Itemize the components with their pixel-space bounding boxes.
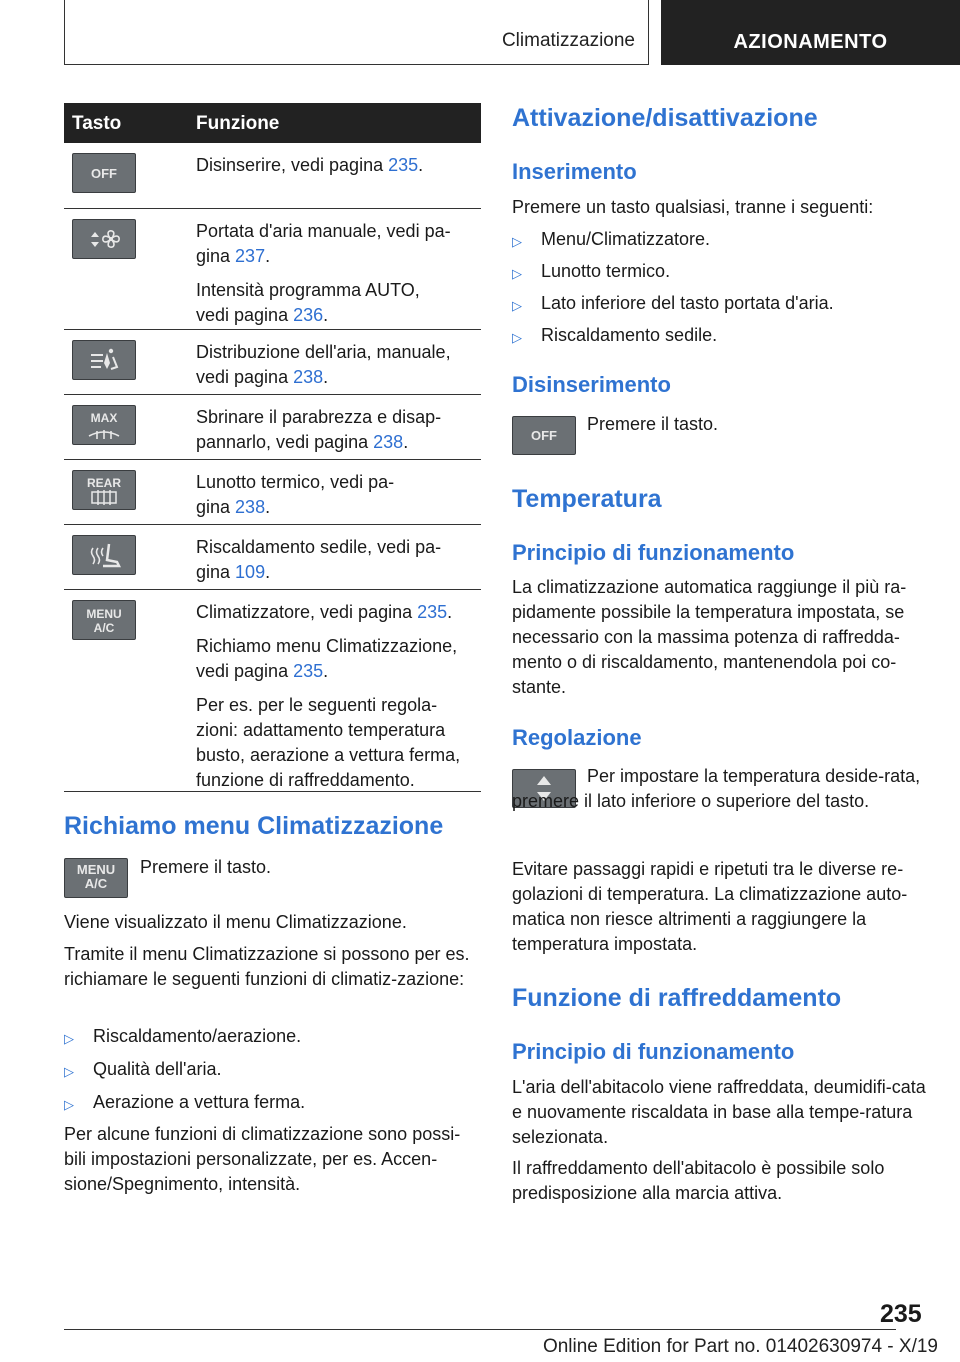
p-personal: Per alcune funzioni di climatizzazione sono possi-bili impostazioni personalizzate, per es. Accen-sione/Spegnimento, intensità. <box>64 1124 461 1194</box>
page-link[interactable]: 238 <box>293 367 324 387</box>
page-link[interactable]: 237 <box>235 246 266 266</box>
max-defrost-key-icon <box>72 405 136 445</box>
page-link[interactable]: 238 <box>373 432 404 452</box>
p-adjust: Per impostare la temperatura deside-rata, premere il lato inferiore o superiore del tasto. <box>512 766 921 811</box>
header-rule-left <box>64 0 65 64</box>
bullet-triangle-icon: ▷ <box>64 1031 74 1046</box>
table-row <box>64 590 481 792</box>
bullet-triangle-icon: ▷ <box>512 266 522 281</box>
fan-airflow-key-icon <box>72 219 136 259</box>
function-text: Riscaldamento sedile, vedi pa- gina 109. <box>196 537 442 582</box>
p-cool-1: L'aria dell'abitacolo viene raffreddata, deumidifi-cata e nuovamente riscaldata in base alla tempe-ratura selezionata. <box>512 1077 926 1147</box>
function-text: Disinserire, vedi pagina 235. <box>196 155 424 175</box>
seat-heating-key-icon <box>72 535 136 575</box>
table-row <box>64 143 481 209</box>
p-off: Premere il tasto. <box>587 414 719 434</box>
function-text: Intensità programma AUTO, vedi pagina 236. <box>196 280 420 325</box>
col-function-header: Funzione <box>196 113 280 134</box>
off-key-icon <box>72 153 136 193</box>
svg-text:MENU: MENU <box>86 607 122 621</box>
list-item-text: Aerazione a vettura ferma. <box>93 1092 306 1112</box>
footer-rule <box>64 1329 896 1330</box>
bullet-triangle-icon: ▷ <box>64 1097 74 1112</box>
function-description <box>196 143 481 178</box>
table-row <box>64 525 481 590</box>
table-header <box>64 103 481 143</box>
p-avoid: Evitare passaggi rapidi e ripetuti tra le diverse re-golazioni di temperatura. La climatizzazione auto-matica non riesce altrimenti a raggiungere la temperatura impostata. <box>512 859 908 954</box>
page-link[interactable]: 238 <box>235 497 266 517</box>
list-item-text: Riscaldamento/aerazione. <box>93 1026 302 1046</box>
function-text: Portata d'aria manuale, vedi pa- gina 237. <box>196 221 451 266</box>
function-text: Per es. per le seguenti regola- zioni: adattamento temperatura busto, aerazione a vettura ferma, funzione di raffreddamento. <box>196 695 461 790</box>
function-description <box>196 590 481 793</box>
footer-edition: Online Edition for Part no. 01402630974 - X/19 <box>542 1336 938 1357</box>
key-function-table <box>64 103 481 792</box>
function-description <box>196 460 481 520</box>
rear-window-heater-key-icon <box>72 470 136 510</box>
list-item-text: Lato inferiore del tasto portata d'aria. <box>541 293 834 313</box>
svg-text:A/C: A/C <box>93 621 115 635</box>
heading-principle-2: Principio di funzionamento <box>512 1039 795 1064</box>
heading-adjust: Regolazione <box>512 725 642 750</box>
function-text: Richiamo menu Climatizzazione, vedi pagina 235. <box>196 636 458 681</box>
chapter-title: Climatizzazione <box>501 30 635 51</box>
function-text: Lunotto termico, vedi pa- gina 238. <box>196 472 395 517</box>
list-item-text: Lunotto termico. <box>541 261 671 281</box>
air-distribution-key-icon <box>72 340 136 380</box>
table-row <box>64 330 481 395</box>
p-cool-2: Il raffreddamento dell'abitacolo è possibile solo predisposizione alla marcia attiva. <box>512 1158 885 1203</box>
page-link[interactable]: 235 <box>388 155 419 175</box>
svg-text:REAR: REAR <box>86 476 122 490</box>
bullet-triangle-icon: ▷ <box>512 298 522 313</box>
p-menu-shown: Viene visualizzato il menu Climatizzazione. <box>64 912 407 932</box>
heading-onoff: Attivazione/disattivazione <box>512 104 818 132</box>
list-item-text: Qualità dell'aria. <box>93 1059 222 1079</box>
function-text: Sbrinare il parabrezza e disap- pannarlo, vedi pagina 238. <box>196 407 442 452</box>
header-rule-bottom <box>64 64 648 65</box>
p-principle-1: La climatizzazione automatica raggiunge il più ra-pidamente possibile la temperatura impostata, se necessario con la massima potenza di raffredda-mento o di riscaldamento, mantenendola poi co-stante. <box>512 577 907 697</box>
bullet-triangle-icon: ▷ <box>512 330 522 345</box>
p-menu-via: Tramite il menu Climatizzazione si possono per es. richiamare le seguenti funzioni di climatiz-zazione: <box>64 944 470 989</box>
page-link[interactable]: 109 <box>235 562 266 582</box>
heading-temperature: Temperatura <box>512 485 662 513</box>
menu-ac-button-icon: MENU A/C <box>64 858 128 898</box>
table-row <box>64 395 481 460</box>
heading-principle-1: Principio di funzionamento <box>512 540 795 565</box>
page-link[interactable]: 235 <box>417 602 448 622</box>
bullet-triangle-icon: ▷ <box>64 1064 74 1079</box>
header-separator <box>648 0 649 65</box>
function-description <box>196 395 481 455</box>
col-key-header: Tasto <box>72 113 122 134</box>
heading-on: Inserimento <box>512 159 637 184</box>
heading-cooling: Funzione di raffreddamento <box>512 984 842 1012</box>
heading-off: Disinserimento <box>512 372 671 397</box>
function-description <box>196 209 481 328</box>
page-link[interactable]: 236 <box>293 305 324 325</box>
function-text: Climatizzatore, vedi pagina 235. <box>196 602 453 622</box>
svg-text:OFF: OFF <box>91 166 117 181</box>
bullet-triangle-icon: ▷ <box>512 234 522 249</box>
p-on: Premere un tasto qualsiasi, tranne i seguenti: <box>512 197 874 217</box>
menu-ac-key-icon <box>72 600 136 640</box>
list-item-text: Menu/Climatizzatore. <box>541 229 711 249</box>
svg-text:MAX: MAX <box>90 411 118 425</box>
function-description <box>196 525 481 585</box>
page-link[interactable]: 235 <box>293 661 324 681</box>
list-item-text: Riscaldamento sedile. <box>541 325 718 345</box>
p-press-menu: Premere il tasto. <box>140 857 272 877</box>
heading-menu: Richiamo menu Climatizzazione <box>64 812 444 840</box>
page-number: 235 <box>880 1300 922 1328</box>
function-description <box>196 330 481 390</box>
table-row <box>64 460 481 525</box>
function-text: Distribuzione dell'aria, manuale, vedi pagina 238. <box>196 342 451 387</box>
section-tab: AZIONAMENTO <box>661 0 960 65</box>
off-button-icon: OFF <box>512 416 576 455</box>
table-row <box>64 209 481 330</box>
